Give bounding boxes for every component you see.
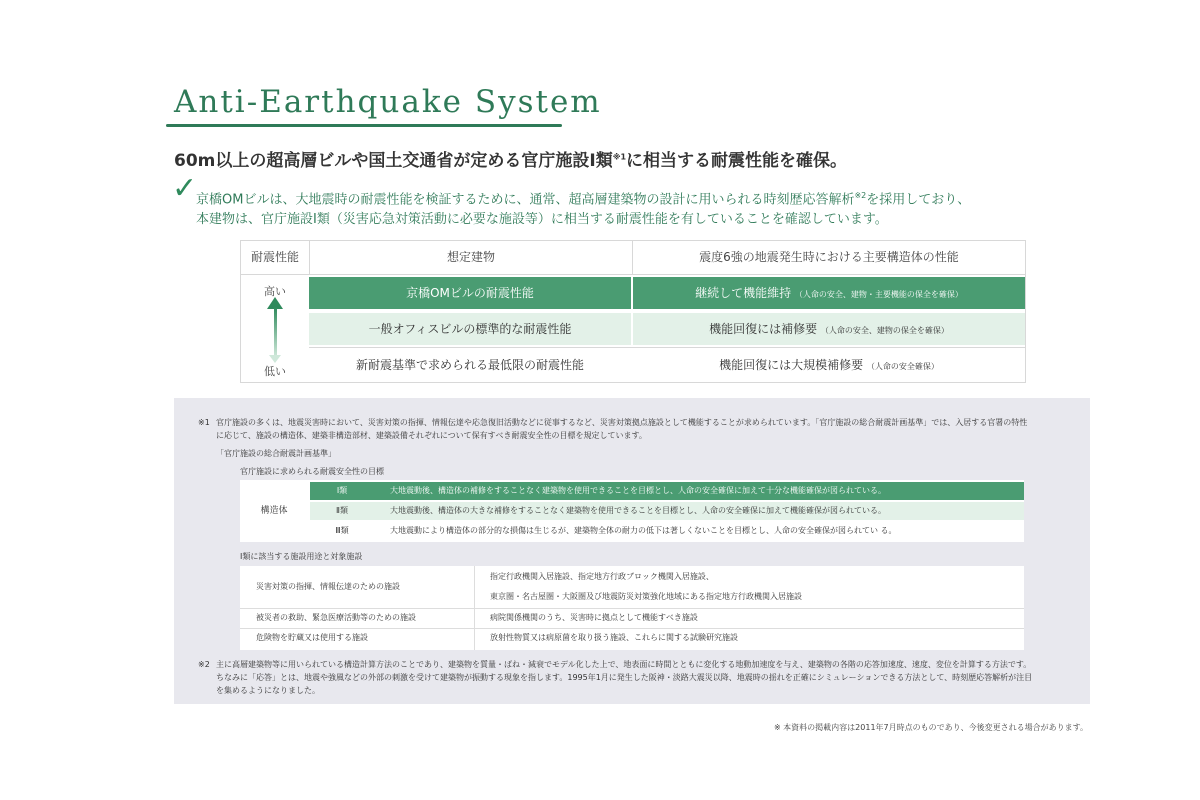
facility-title: Ⅰ類に該当する施設用途と対象施設 bbox=[240, 552, 363, 561]
table-row: 被災者の救助、緊急医療活動等のための施設 bbox=[256, 613, 416, 622]
table-row: 災害対策の指揮、情報伝達のための施設 bbox=[256, 582, 400, 591]
table-row: Ⅲ類 大地震動により構造体の部分的な損傷は生じるが、建築物全体の耐力の低下は著しくないことを目標とし、人命の安全確保が図られてい る。 bbox=[310, 522, 1024, 540]
footnote-2: 主に高層建築物等に用いられている構造計算方法のことであり、建築物を質量・ばね・減衰でモデル化した上で、地表面に時間とともに変化する地動加速度を与え、建築物の各階の応答加速度、速度、変位を計算する方法です。 ちなみに「応答」とは、地震や強風などの外部の刺激を受けて建築物が振動する現象を指します。1995年1月に発生した阪神・淡路大震災以降、地震時の揺れを正確にシミュレーションできる方法として、時刻歴応答解析が注目 を集めるようになりました。 bbox=[216, 660, 1033, 695]
headline: 60m以上の超高層ビルや国土交通省が定める官庁施設Ⅰ類$^{※1}$に相当する耐震性能を確保。 bbox=[174, 151, 848, 171]
up-arrow-shaft bbox=[274, 307, 277, 357]
safety-class-table bbox=[240, 480, 1024, 542]
table-row: 新耐震基準で求められる最低限の耐震性能 機能回復には大規模補修要 （人命の安全確保） bbox=[309, 349, 1025, 381]
footnote-2-mark: ※2 bbox=[198, 660, 210, 669]
table-row: 一般オフィスビルの標準的な耐震性能 機能回復には補修要 （人命の安全、建物の保全を確保） bbox=[309, 313, 1025, 345]
level-low: 低い bbox=[264, 365, 286, 378]
footer-note: ※ 本資料の掲載内容は2011年7月時点のものであり、今後変更される場合があります。 bbox=[773, 723, 1088, 732]
header-seismic-performance: 耐震性能 bbox=[250, 250, 299, 264]
table-row: 京橋OMビルの耐震性能 継続して機能維持 （人命の安全、建物・主要機能の保全を確保） bbox=[309, 277, 1025, 309]
table-row: Ⅰ類 大地震動後、構造体の補修をすることなく建築物を使用できることを目標とし、人命の安全確保に加えて十分な機能確保が図られている。 bbox=[310, 482, 1024, 500]
title-underline bbox=[166, 124, 562, 127]
level-high: 高い bbox=[264, 285, 286, 298]
header-assumed-building: 想定建物 bbox=[446, 250, 495, 264]
intro-text: 京橋OMビルは、大地震時の耐震性能を検証するために、通常、超高層建築物の設計に用いられる時刻歴応答解析$^{※2}$を採用しており、 本建物は、官庁施設Ⅰ類（災害応急対策活動に必要な施設等）に相当する耐震性能を有していることを確認しています。 bbox=[196, 191, 971, 228]
table-row: 危険物を貯蔵又は使用する施設 bbox=[256, 633, 368, 642]
header-structure-performance: 震度6強の地震発生時における主要構造体の性能 bbox=[699, 250, 959, 264]
standard-title: 「官庁施設の総合耐震計画基準」 bbox=[216, 449, 336, 458]
footnote-1: 官庁施設の多くは、地震災害時において、災害対策の指揮、情報伝達や応急復旧活動などに従事するなど、災害対策拠点施設として機能することが求められています。「官庁施設の総合耐震計画基準」では、入居する官署の特性 に応じて、施設の構造体、建築非構造部材、建築設備それぞれについて保有すべき耐震安全性の目標を規定しています。 bbox=[216, 418, 1028, 440]
checkmark-icon: ✓ bbox=[172, 171, 198, 206]
seismic-performance-table bbox=[240, 240, 1026, 383]
table-row: Ⅱ類 大地震動後、構造体の大きな補修をすることなく建築物を使用できることを目標とし、人命の安全確保に加えて機能確保が図られている。 bbox=[310, 502, 1024, 520]
page-title: Anti-Earthquake System bbox=[174, 84, 602, 120]
footnote-1-mark: ※1 bbox=[198, 418, 210, 427]
structure-label: 構造体 bbox=[260, 506, 288, 516]
target-title: 官庁施設に求められる耐震安全性の目標 bbox=[240, 467, 384, 476]
facility-table: 災害対策の指揮、情報伝達のための施設 指定行政機関入居施設、指定地方行政ブロック機関入居施設、 東京圏・名古屋圏・大阪圏及び地震防災対策強化地域にある指定地方行政機関入居施設 被災者の救助、緊急医療活動等のための施設 病院関係機関のうち、災害時に拠点として機能すべき施設 危険物を貯蔵又は使用する施設 放射性物質又は病原菌を取り扱う施設、これらに関する試験研究施設 bbox=[240, 566, 1024, 650]
